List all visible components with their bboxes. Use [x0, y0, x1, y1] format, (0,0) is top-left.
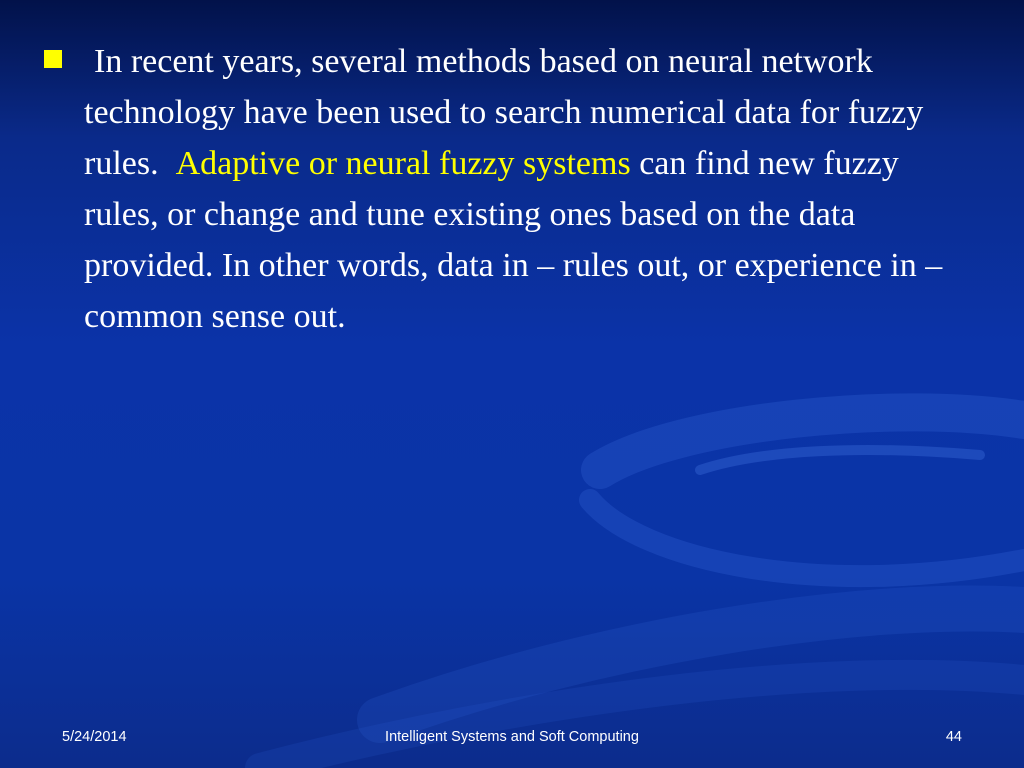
square-bullet-icon: [44, 50, 62, 68]
bullet-text: [44, 36, 974, 342]
footer-date: 5/24/2014: [62, 729, 127, 745]
footer-page-number: 44: [945, 729, 962, 745]
bullet-text-part1: In recent years, several methods based on neural network technology have been used to search numerical data for fuzzy rules.: [84, 43, 924, 182]
bullet-highlight-text: Adaptive or neural fuzzy systems: [175, 145, 631, 182]
footer-title: Intelligent Systems and Soft Computing: [385, 729, 639, 745]
bullet-text-part2: can find new fuzzy rules, or change and tune existing ones based on the data provided. In other words, data in – rules out, or experience in – common sense out.: [84, 145, 943, 335]
bullet-item: [44, 36, 974, 342]
